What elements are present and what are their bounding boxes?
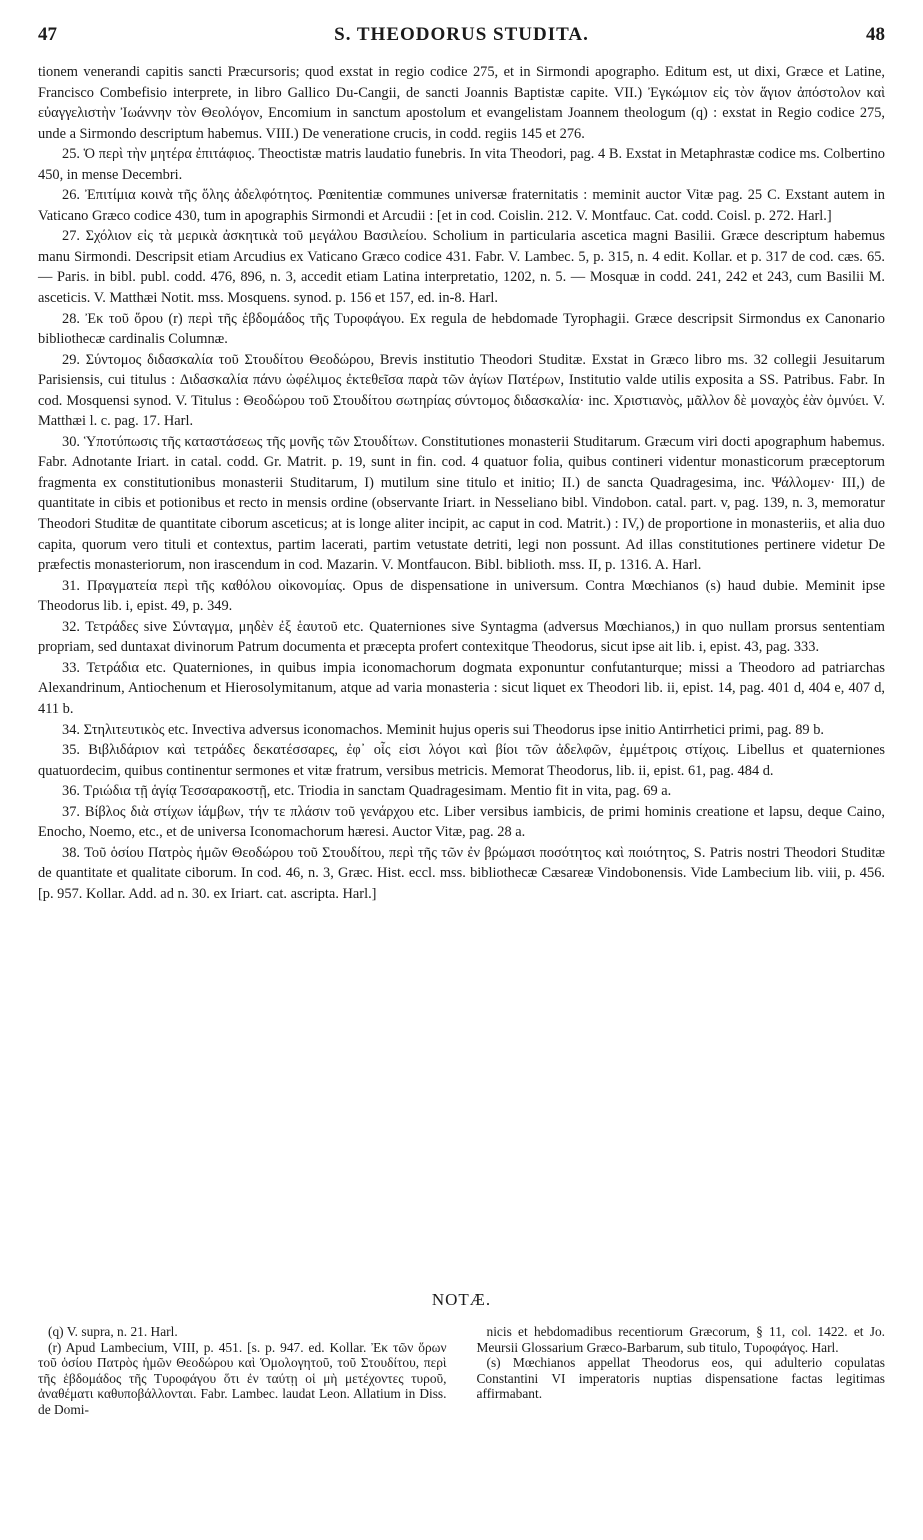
paragraph-34: 34. Στηλιτευτικὸς etc. Invectiva adversus iconomachos. Meminit hujus operis sui Theodorus ipse initio Antirrhetici primi, pag. 89 b.	[62, 721, 825, 738]
paragraph-29: 29. Σύντομος διδασκαλία τοῦ Στουδίτου Θεοδώρου, Brevis institutio Theodori Studitæ. Exstat in Græco libro ms. 32 collegii Jesuitarum Parisiensis, cui titulus : Διδασκαλία πάνυ ὠφέλιμος ἐκτεθεῖσα παρὰ τῶν ἁγίων Πατέρων, Institutio valde utilis exposita a SS. Patribus. Fabr. In cod. Mosquensi synod. V. Titulus : Θεοδώρου τοῦ Στουδίτου σωτηρίας σύντομος διδασκαλία· inc. Χριστιανὸς, μᾶλλον δὲ μοναχὸς ἐὰν ὀμνύει. V. Matthæi l. c. pag. 17. Harl.	[38, 351, 885, 430]
paragraph-26: 26. Ἐπιτίμια κοινὰ τῆς ὅλης ἀδελφότητος. Pœnitentiæ communes universæ fraternitatis : meminit auctor Vitæ pag. 25 C. Exstant autem in Vaticano Græco codice 430, tum in apographis Sirmondi et Arcudii : [et in cod. Coislin. 212. V. Montfauc. Cat. codd. Coisl. p. 272. Harl.]	[38, 187, 885, 224]
page-number-left: 47	[38, 24, 57, 45]
notes-heading: NOTÆ.	[431, 1290, 492, 1309]
footnotes-left-column	[38, 1324, 447, 1417]
main-text	[38, 62, 885, 904]
paragraph-25: 25. Ὁ περὶ τὴν μητέρα ἐπιτάφιος. Theoctistæ matris laudatio funebris. In vita Theodori, pag. 4 B. Exstat in Metaphrastæ codice ms. Colbertino 450, in mense Decembri.	[38, 146, 885, 183]
paragraph-24-continued: tionem venerandi capitis sancti Præcursoris; quod exstat in regio codice 275, et in Sirmondi apographo. Editum est, ut dixi, Græce et Latine, Francisco Combefisio interprete, in libro Gallico Du-Cangii, de sancti Joannis Baptistæ capite. VII.) Ἐγκώμιον εἰς τὸν ἅγιον ἀπόστολον καὶ εὐαγγελιστὴν Ἰωάννην τὸν Θεολόγον, Encomium in sanctum apostolum et evangelistam Joannem theologum (q) : exstat in Regio codice 275, unde a Sirmondo descriptum habemus. VIII.) De veneratione crucis, in codd. regiis 145 et 276.	[38, 64, 885, 142]
footnote-r-continued: nicis et hebdomadibus recentiorum Græcorum, § 11, col. 1422. et Jo. Meursii Glossarium Græco-Barbarum, sub titulo, Τυροφάγος. Harl.	[476, 1324, 885, 1355]
footnote-q: (q) V. supra, n. 21. Harl.	[48, 1324, 178, 1339]
paragraph-33: 33. Τετράδια etc. Quaterniones, in quibus impia iconomachorum dogmata exponuntur confutanturque; missi a Theodoro ad patriarchas Alexandrinum, Antiochenum et Hierosolymitanum, atque ad varia monasteria : sicut liquet ex Theodori lib. ii, epist. 14, pag. 401 d, 404 e, 407 d, 411 b.	[38, 659, 885, 717]
footnote-r: (r) Apud Lambecium, VIII, p. 451. [s. p. 947. ed. Kollar. Ἐκ τῶν ὅρων τοῦ ὁσίου Πατρὸς ἡμῶν Θεοδώρου καὶ Ὁμολογητοῦ, τοῦ Στουδίτου, περὶ τῆς ἑβδομάδος τῆς Τυροφάγου ὅτι ἐν ταύτῃ οἱ μὴ μετέχοντες τυροῦ, ἀναθέματι καθυποβάλλονται. Fabr. Lambec. laudat Leon. Allatium in Diss. de Domi-	[38, 1339, 447, 1417]
paragraph-32: 32. Τετράδες sive Σύνταγμα, μηδὲν ἐξ ἑαυτοῦ etc. Quaterniones sive Syntagma (adversus Mœchianos,) in quo nullam prorsus sententiam propriam, sed duntaxat divinorum Patrum documenta et præcepta profert contexitque Theodorus, sicut ipse ait lib. i, epist. 43, pag. 333.	[38, 618, 885, 656]
paragraph-27: 27. Σχόλιον εἰς τὰ μερικὰ ἀσκητικὰ τοῦ μεγάλου Βασιλείου. Scholium in particularia ascetica magni Basilii. Græce descriptum habemus manu Sirmondi. Descripsit etiam Arcudius ex Vaticano Græco codice 431. Fabr. V. Lambec. 5, p. 315, n. 4 edit. Kollar. et p. 317 de cod. cæs. 65. — Paris. in bibl. publ. codd. 476, 896, n. 3, accedit etiam Latina interpretatio, 1202, n. 5. — Mosquæ in codd. 241, 242 et 243, cum Basilii M. asceticis. V. Matthæi Notit. mss. Mosquens. synod. p. 156 et 157, ed. in-8. Harl.	[38, 228, 885, 307]
paragraph-35: 35. Βιβλιδάριον καὶ τετράδες δεκατέσσαρες, ἐφ᾽ οἷς εἰσι λόγοι καὶ βίοι τῶν ἀδελφῶν, ἐμμέτροις στίχοις. Libellus et quaterniones quatuordecim, quibus continentur sermones et vitæ fratrum, versibus metricis. Memorat Theodorus, lib. ii, epist. 61, pag. 484 d.	[38, 742, 885, 779]
paragraph-28: 28. Ἐκ τοῦ ὅρου (r) περὶ τῆς ἑβδομάδος τῆς Τυροφάγου. Ex regula de hebdomade Tyrophagii. Græce descripsit Sirmondus ex Canonario bibliothecæ cardinalis Columnæ.	[38, 310, 885, 348]
paragraph-36: 36. Τριώδια τῇ ἁγίᾳ Τεσσαρακοστῇ, etc. Triodia in sanctam Quadragesimam. Mentio fit in vita, pag. 69 a.	[62, 783, 672, 800]
page-header	[38, 24, 885, 54]
footnotes	[38, 1324, 885, 1417]
footnotes-right-column	[477, 1324, 886, 1417]
running-title: S. THEODORUS STUDITA.	[334, 24, 589, 45]
page-number-right: 48	[866, 24, 885, 45]
paragraph-37: 37. Βίβλος διὰ στίχων ἰάμβων, τήν τε πλάσιν τοῦ γενάρχου etc. Liber versibus iambicis, de primi hominis creatione et lapsu, deque Caino, Enocho, Noemo, etc., et de universa Iconomachorum hæresi. Auctor Vitæ, pag. 28 a.	[38, 803, 885, 841]
paragraph-31: 31. Πραγματεία περὶ τῆς καθόλου οἰκονομίας. Opus de dispensatione in universum. Contra Mœchianos (s) haud dubie. Meminit ipse Theodorus lib. i, epist. 49, p. 349.	[38, 577, 885, 615]
paragraph-38: 38. Τοῦ ὁσίου Πατρὸς ἡμῶν Θεοδώρου τοῦ Στουδίτου, περὶ τῆς τῶν ἐν βρώμασι ποσότητος καὶ ποιότητος, S. Patris nostri Theodori Studitæ de quantitate et qualitate ciborum. In cod. 46, n. 3, Græc. Hist. eccl. mss. bibliothecæ Cæsareæ Vindobonensis. Vide Lambecium lib. viii, p. 456. [p. 957. Kollar. Add. ad n. 30. ex Iriart. cat. ascripta. Harl.]	[38, 844, 885, 902]
footnote-s: (s) Mœchianos appellat Theodorus eos, qui adulterio copulatas Constantini VI imperatoris nuptias dispensatione factas legitimas affirmabant.	[476, 1355, 885, 1401]
paragraph-30: 30. Ὑποτύπωσις τῆς καταστάσεως τῆς μονῆς τῶν Στουδίτων. Constitutiones monasterii Studitarum. Græcum viri docti apographum habemus. Fabr. Adnotante Iriart. in catal. codd. Gr. Matrit. p. 19, sunt in fin. cod. 4 quatuor folia, quibus contineri videntur monasticorum præceptorum fragmenta ex constitutionibus monasterii Studitarum, I) mutilum sine titulo et initio; II.) de sancta Quadragesima, inc. Ψάλλομεν· III,) de quantitate in cibis et potionibus et recto in mensis ordine (observante Iriart. in Nesseliano bibl. Vindobon. catal. part. v, pag. 139, n. 3, memoratur Theodori Studitæ de quantitate ciborum asceticus; at is longe aliter incipit, ac caput in cod. Matrit.) : IV,) de proportione in monasteriis, et alia duo capita, quorum vero tituli et contextus, partim lacerati, partim vetustate detriti, legi non possunt. Ad illas constitutiones pertinere videtur De præfectis monasteriorum, non irascendum in cod. Mazarin. V. Montfaucon. Bibl. biblioth. mss. II, p. 1316. A. Harl.	[38, 433, 885, 574]
